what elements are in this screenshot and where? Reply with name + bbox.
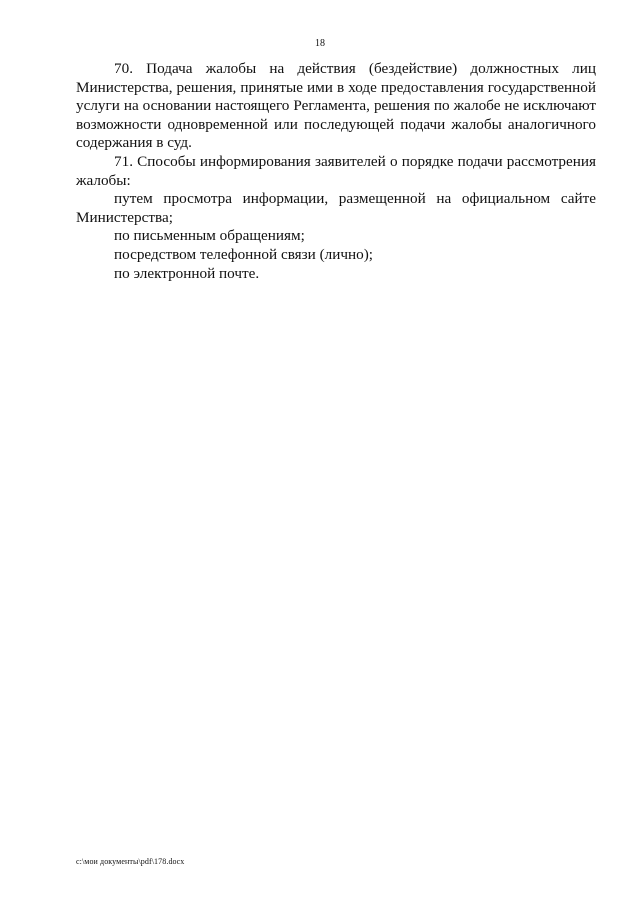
list-item-email: по электронной почте. — [114, 264, 260, 282]
list-item-website: путем просмотра информации, размещенной на официальном сайте Министерства; — [76, 190, 596, 226]
page-number: 18 — [315, 38, 325, 49]
file-path-footer: c:\мои документы\pdf\178.docx — [76, 857, 185, 866]
document-body — [76, 60, 596, 283]
paragraph-70: 70. Подача жалобы на действия (бездействие) должностных лиц Министерства, решения, принятые ими в ходе предоставления государственной услуги на основании настоящего Регламента, решения по жалобе не исключают возможности одновременной или последующей подачи жалобы аналогичного содержания в суд. — [76, 60, 596, 152]
list-item-telephone: посредством телефонной связи (лично); — [114, 245, 373, 263]
paragraph-71: 71. Способы информирования заявителей о порядке подачи рассмотрения жалобы: — [76, 152, 596, 189]
list-item-written-requests: по письменным обращениям; — [114, 227, 305, 245]
